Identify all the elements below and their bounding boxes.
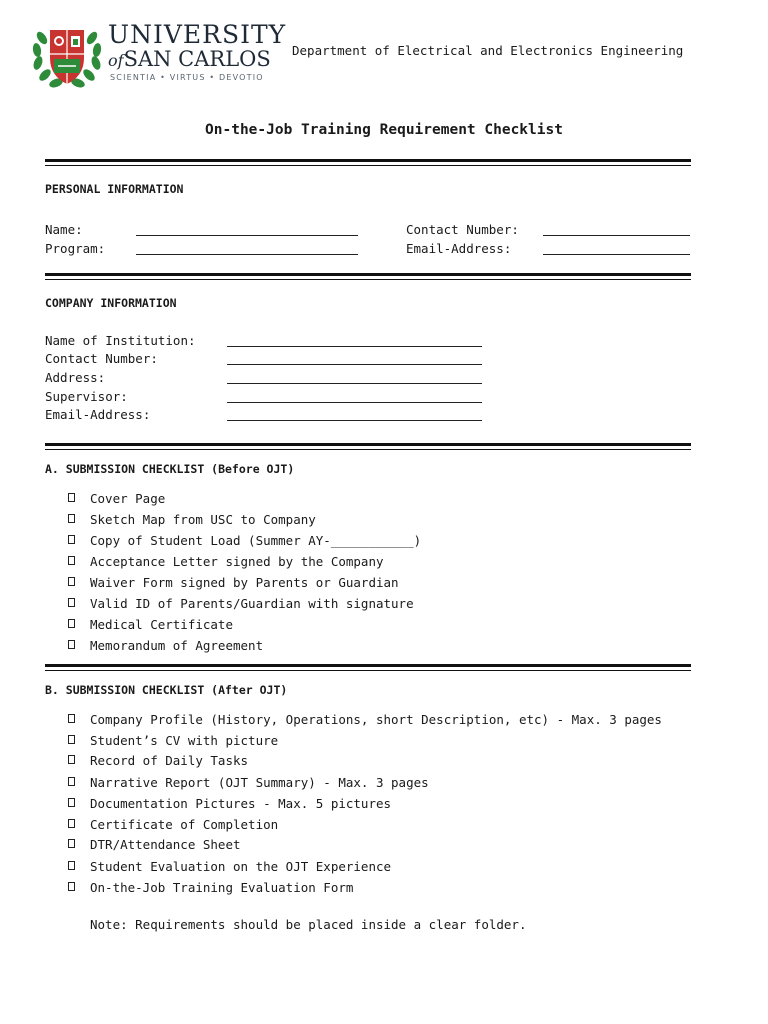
checklist-item: Narrative Report (OJT Summary) - Max. 3 pages	[90, 775, 429, 790]
company-contact-blank-field[interactable]	[227, 364, 482, 365]
checkbox[interactable]	[68, 619, 75, 628]
checklist-item: Medical Certificate	[90, 617, 233, 632]
university-name-san-carlos: SAN CARLOS	[123, 47, 271, 71]
checkbox[interactable]	[68, 556, 75, 565]
address-label: Address:	[45, 370, 106, 385]
university-motto: SCIENTIA • VIRTUS • DEVOTIO	[110, 73, 264, 82]
checklist-item: Documentation Pictures - Max. 5 pictures	[90, 796, 392, 811]
program-blank-field[interactable]	[136, 254, 358, 255]
name-label: Name:	[45, 222, 83, 237]
section-divider	[45, 159, 691, 162]
checkbox[interactable]	[68, 839, 75, 848]
company-email-label: Email-Address:	[45, 407, 151, 422]
university-name-line2	[108, 48, 271, 72]
institution-name-label: Name of Institution:	[45, 333, 196, 348]
document-title: On-the-Job Training Requirement Checklist	[205, 122, 563, 138]
after-ojt-checklist-heading: B. SUBMISSION CHECKLIST (After OJT)	[45, 683, 288, 697]
checklist-item: Waiver Form signed by Parents or Guardian	[90, 575, 399, 590]
company-email-blank-field[interactable]	[227, 420, 482, 421]
email-label: Email-Address:	[406, 241, 512, 256]
checklist-item: Certificate of Completion	[90, 817, 279, 832]
checkbox[interactable]	[68, 577, 75, 586]
university-name-line1: UNIVERSITY	[108, 20, 287, 49]
checklist-item: DTR/Attendance Sheet	[90, 837, 241, 852]
email-blank-field[interactable]	[543, 254, 690, 255]
checkbox[interactable]	[68, 640, 75, 649]
checkbox[interactable]	[68, 598, 75, 607]
checklist-item: Student’s CV with picture	[90, 733, 279, 748]
department-name: Department of Electrical and Electronics Engineering	[292, 43, 684, 58]
checkbox[interactable]	[68, 755, 75, 764]
checkbox[interactable]	[68, 777, 75, 786]
checkbox[interactable]	[68, 514, 75, 523]
checklist-item: Sketch Map from USC to Company	[90, 512, 316, 527]
checklist-item: Valid ID of Parents/Guardian with signature	[90, 596, 414, 611]
university-seal-logo	[30, 18, 104, 92]
checkbox[interactable]	[68, 735, 75, 744]
checklist-item: Copy of Student Load (Summer AY-___________)	[90, 533, 422, 548]
company-info-heading: COMPANY INFORMATION	[45, 296, 177, 310]
section-divider	[45, 279, 691, 280]
contact-number-blank-field[interactable]	[543, 235, 690, 236]
checkbox[interactable]	[68, 493, 75, 502]
personal-info-heading: PERSONAL INFORMATION	[45, 182, 184, 196]
university-of: of	[108, 51, 124, 70]
section-divider	[45, 664, 691, 667]
checklist-item: Memorandum of Agreement	[90, 638, 264, 653]
program-label: Program:	[45, 241, 106, 256]
supervisor-label: Supervisor:	[45, 389, 128, 404]
contact-number-label: Contact Number:	[406, 222, 519, 237]
supervisor-blank-field[interactable]	[227, 402, 482, 403]
checkbox[interactable]	[68, 798, 75, 807]
checkbox[interactable]	[68, 861, 75, 870]
checkbox[interactable]	[68, 535, 75, 544]
institution-name-blank-field[interactable]	[227, 346, 482, 347]
checklist-item: Record of Daily Tasks	[90, 753, 249, 768]
checkbox[interactable]	[68, 882, 75, 891]
section-divider	[45, 165, 691, 166]
checklist-item: Acceptance Letter signed by the Company	[90, 554, 384, 569]
checklist-item: On-the-Job Training Evaluation Form	[90, 880, 354, 895]
checklist-item: Company Profile (History, Operations, short Description, etc) - Max. 3 pages	[90, 712, 662, 727]
checklist-item: Cover Page	[90, 491, 166, 506]
section-divider	[45, 273, 691, 276]
section-divider	[45, 443, 691, 446]
section-divider	[45, 449, 691, 450]
checklist-item: Student Evaluation on the OJT Experience	[90, 859, 392, 874]
company-contact-label: Contact Number:	[45, 351, 158, 366]
folder-note: Note: Requirements should be placed inside a clear folder.	[90, 917, 527, 932]
section-divider	[45, 670, 691, 671]
checkbox[interactable]	[68, 819, 75, 828]
before-ojt-checklist-heading: A. SUBMISSION CHECKLIST (Before OJT)	[45, 462, 295, 476]
checkbox[interactable]	[68, 714, 75, 723]
address-blank-field[interactable]	[227, 383, 482, 384]
name-blank-field[interactable]	[136, 235, 358, 236]
